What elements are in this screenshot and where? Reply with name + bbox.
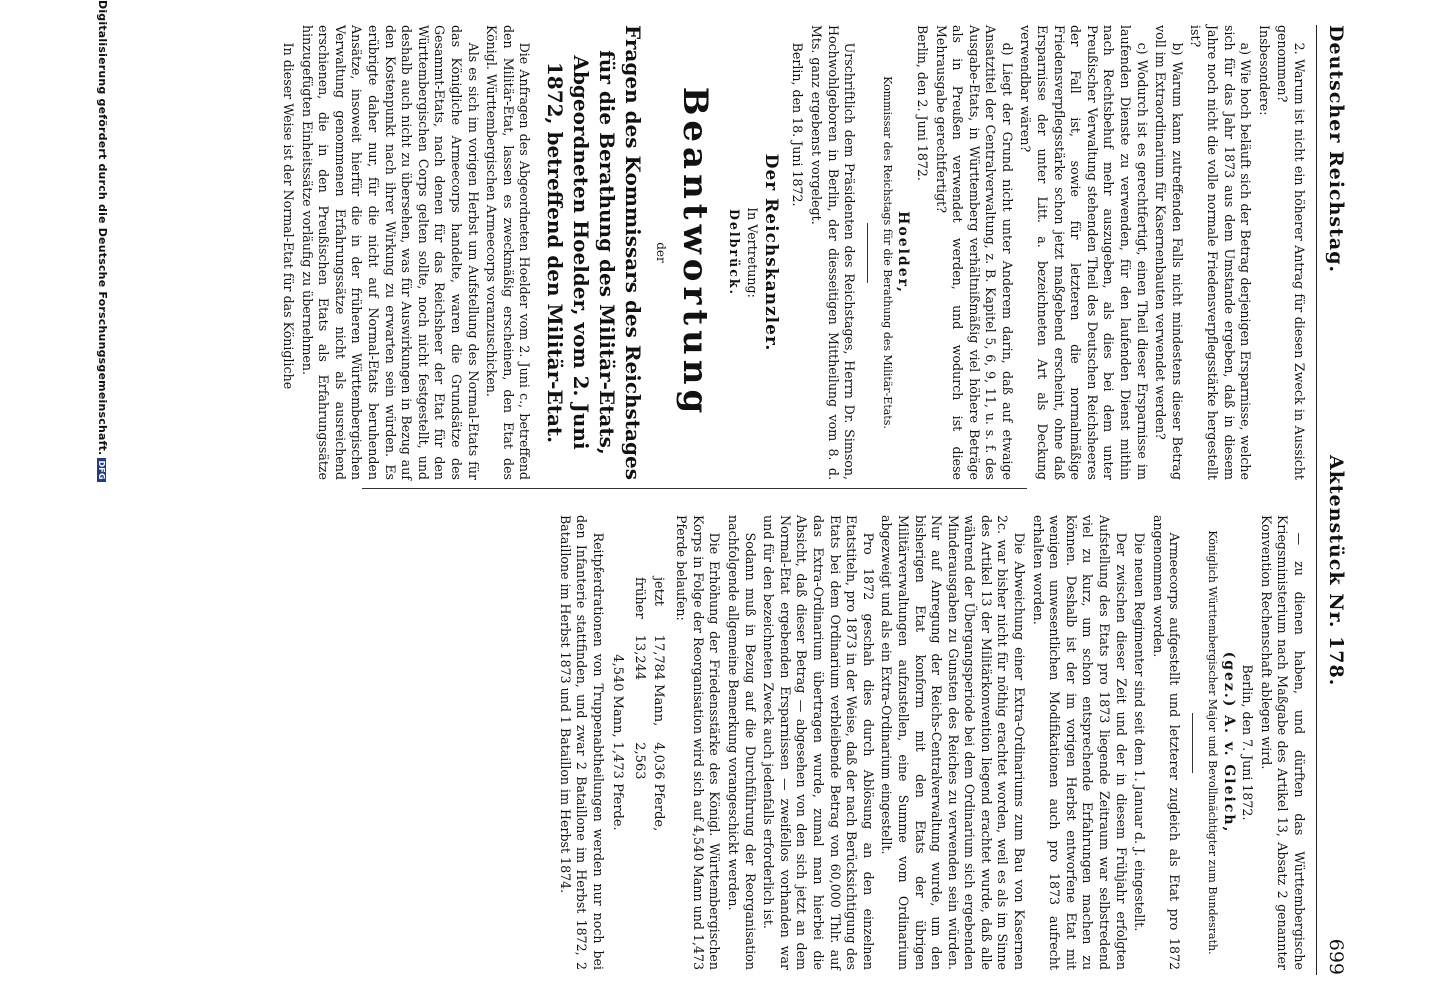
question-item: b) Warum kann zutreffenden Falls nicht mindestens dieser Betrag voll im Extraordinarium für Kasernenbauten verwendet werden? [1153,25,1185,480]
body-text: Armeecorps aufgestellt und letzterer zugleich als Etat pro 1872 angenommen worden. [1150,515,1183,970]
body-text: Urschriftlich dem Präsidenten des Reichstages, Herrn Dr. Simson, Hochwohlgeboren in Berlin, der diesseitigen Mittheilung vom 8. d. Mts. ganz ergebenst vorgelegt. [808,25,858,480]
dfg-logo: DFG [97,460,106,480]
header-left: Deutscher Reichstag. [1325,25,1347,274]
body-text: Der zwischen dieser Zeit und der in diesem Frühjahr erfolgten Aufstellung des Etats pro 1873 liegende Zeitraum war selbstredend viel zu kurz, um schon entsprechende Erfahrungen machen zu können. Deshalb ist der im vorigen Herbst entworfene Etat mit wenigen unwesentlichen Modifikationen auch pro 1873 aufrecht erhalten worden. [1030,515,1129,970]
separator [867,223,868,283]
body-text: Sodann muß in Bezug auf die Durchführung der Reorganisation nachfolgende allgemeine Bemerkung vorangeschickt werden. [726,515,758,970]
table-cell: früher [631,577,647,619]
header-center: Aktenstück Nr. 178. [1325,455,1347,687]
body-text: Als es sich im vorigen Herbst um Aufstellung des Normal-Etats für das Königliche Armeecorps handelte, waren die Grundsätze des Gesammt-Etats, nach denen für das Reichsheer der Etat für den Württembergischen Corps gelten sollte, noch nicht festgestellt, und deshalb auch nicht zu übersehen, was für Auswirkungen in Bezug auf den Kostenpunkt nach ihrer Wirkung zu erwarten sein würden. Es erübrigte daher nur, für die nicht auf Normal-Etats beruhenden Ansätze, insoweit hierfür die in der früheren Württembergischen Verwaltung genommenen Erfahrungssätze nicht als ausreichend erschienen, die in den Preußischen Etats als Erfahrungssätze hinzugefügten Einheitssätze vorläufig zu übernehmen. [299,25,481,480]
column-divider [362,488,1027,489]
body-text: Die Anfragen des Abgeordneten Hoelder vom 2. Juni c., betreffend den Militär-Etat, lassen es zweckmäßig erscheinen, den Etat des Königl. Württembergischen Armeecorps voranzuschicken. [484,25,533,480]
signature-role: Königlich Württembergischer Major und Bevollmächtigter zum Bundesrath. [1206,530,1220,955]
signature: Hoelder, [895,211,912,294]
section-title: Beantwortung [675,86,715,419]
signature-role: Kommissar des Reichstags für die Berathung des Militär-Etats. [880,76,894,429]
credit-text: Digitalisierung gefördert durch die Deutsche Forschungsgemeinschaft. [96,0,109,456]
dateline: Berlin, den 2. Juni 1872. [914,25,930,181]
left-column [278,25,1308,480]
header-rule [1316,25,1317,975]
table-row [650,577,667,845]
table-cell: 17,784 Mann, [650,634,666,727]
table-cell: jetzt [650,577,666,607]
page-header [1317,25,1347,975]
dateline: Berlin, den 18. Juni 1872. [790,42,806,207]
right-column [554,515,1307,970]
table-cell: 4,036 Pferde, [650,742,666,832]
signature: (gez.) A. v. Gleich, [1220,651,1237,834]
question-item: c) Wodurch ist es gerechtfertigt, einen Theil dieser Ersparnisse im laufenden Dienste zu verwenden, für den laufenden Dienst mithin nach Rechtsbehuf mehr auszugeben, als dies bei dem unter Preußischer Verwaltung stehenden Theil des Deutschen Reichsheeres der Fall ist, sowie für letzteren die normalmäßige Friedensverpflegsstärke schon jetzt maßgebend erscheint, ohne daß Ersparnisse der unter Litt. a. bezeichneten Art als Deckung verwendbar wären? [1018,25,1150,480]
digitization-credit [96,0,109,1000]
separator [1192,713,1193,773]
body-text: — zu dienen haben, und dürften das Württembergische Kriegsministerium nach Maßgabe des Artikel 13, Absatz 2 genannter Konvention Rechenschaft ablegen wird. [1258,515,1307,970]
body-text: Die neuen Regimenter sind seit dem 1. Januar d. J. eingestellt. [1132,532,1148,932]
chancellor-title: Der Reichskanzler. [760,153,781,352]
question-item: a) Wie hoch beläuft sich der Betrag derjenigen Ersparnisse, welche sich für das Jahr 1873 aus dem Umstande ergeben, daß in diesem Jahre noch nicht die volle normale Friedensverpflegsstärke hergestellt ist? [1188,25,1254,480]
question-item: Insbesondere: [1256,25,1272,116]
deputy-label: In Vertretung: [745,207,761,298]
section-der: der [654,242,668,263]
table-row [631,577,648,845]
body-text: In dieser Weise ist der Normal-Etat für das Königliche [281,42,297,390]
question-item: d) Liegt der Grund nicht unter Anderem darin, daß auf etwaige Ansatztitel der Centralverwaltung, z. B. Kapitel 5, 6, 9, 11, u. s. f. des Ausgabe-Etats, in Württemberg verhältnißmäßig viel höhere Beträge als in Preußen verwendet werden, und wodurch ist diese Mehrausgabe gerechtfertigt? [933,25,1015,480]
body-text: Die Erhöhung der Friedensstärke des Königl. Württembergischen Korps in Folge der Reorganisation wird sich auf 4,540 Mann und 1,473 Pferde belaufen: [674,515,723,970]
page-number: 699 [1325,938,1347,975]
body-text: Pro 1872 geschah dies durch Ablösung an den einzelnen Etatstiteln, pro 1873 in der Weise, daß der nach Berücksichtigung des Etats bei dem Ordinarium verbleibende Betrag von 60,000 Thlr. auf das Extra-Ordinarium übertragen wurde, zumal man hierbei die Absicht, daß dieser Betrag — abgesehen von den sich jetzt an dem Normal-Etat ergebenden Ersparnissen — zweifellos vorhanden war und für den bezeichneten Zweck auch jedenfalls erforderlich ist. [761,515,876,970]
table-cell: 13,244 [631,634,647,681]
dateline: Berlin, den 7. Juni 1872. [1240,664,1256,821]
body-text: Die Abweichung einer Extra-Ordinariums zum Bau von Kasernen 2c. war bisher nicht für nöthig erachtet worden, weil es als im Sinne des Artikel 13 der Militärkonvention liegend erachtet wurde, daß alle während der Übergangsperiode bei dem Ordinarium sich ergebenden Minderausgaben zu Gunsten des Reiches zu verwenden sein würden. Nur auf Anregung der Reichs-Centralverwaltung wurde, um den bisherigen Etat konform mit den Etats der übrigen Militärverwaltungen aufzustellen, eine Summe vom Ordinarium abgezweigt und als ein Extra-Ordinarium eingestellt. [879,515,1028,970]
rotated-document [87,0,1357,1000]
question-item: 2. Warum ist nicht ein höherer Antrag für diesen Zweck in Aussicht genommen? [1275,25,1307,480]
body-text: Reitpferdrationen von Truppenabtheilungen werden nur noch bei den Infanterie stattfinden, und zwar 2 Bataillone im Herbst 1872, 2 Bataillone im Herbst 1873 und 1 Bataillon im Herbst 1874. [557,515,607,970]
table-cell: 2,563 [631,742,647,780]
table-total: 4,540 Mann, 1,473 Pferde. [609,654,625,831]
deputy-name: Delbrück. [726,208,742,297]
strength-table [629,575,669,847]
section-subtitle: Fragen des Kommissars des Reichstages für die Berathung des Militär-Etats, Abgeordneten Hoelder, vom 2. Juni 1872, betreffend den Militär-Etat. [543,25,646,480]
